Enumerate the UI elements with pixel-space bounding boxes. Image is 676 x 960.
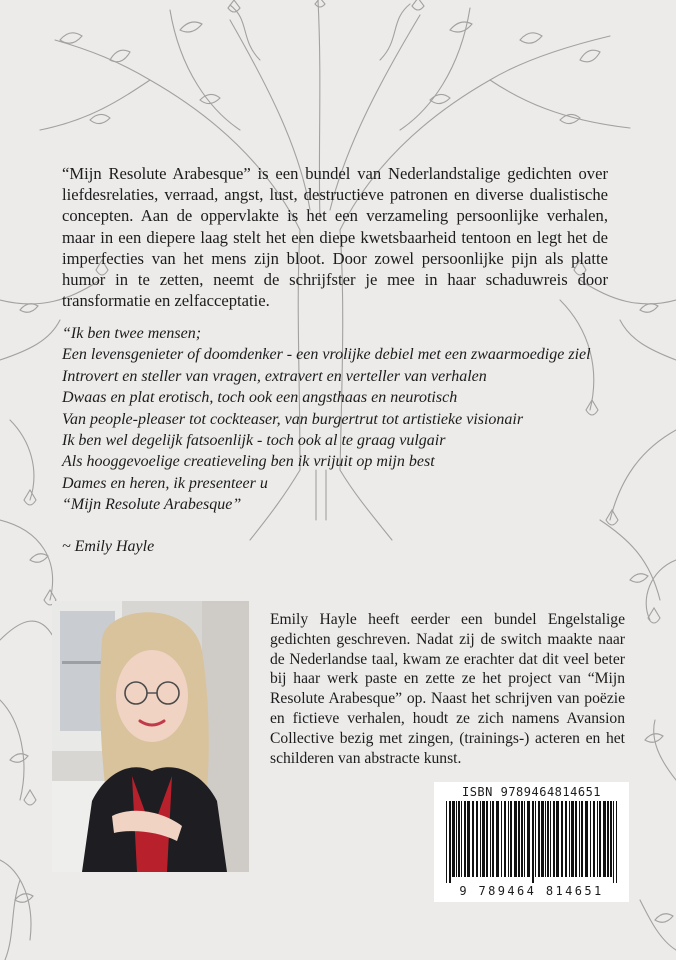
author-photo — [52, 601, 249, 872]
barcode-bar — [472, 801, 474, 877]
barcode-bar — [518, 801, 520, 877]
barcode-bar — [561, 801, 563, 877]
isbn-barcode — [434, 782, 629, 902]
barcode-bar — [514, 801, 517, 877]
barcode-bar — [550, 801, 551, 877]
barcode-bar — [597, 801, 598, 877]
barcode-bar — [452, 801, 455, 877]
barcode-bar — [510, 801, 512, 877]
barcode-bar — [490, 801, 491, 877]
barcode-bar — [458, 801, 460, 877]
barcode-bar — [476, 801, 478, 877]
barcode-bar — [590, 801, 591, 877]
barcode-bar — [581, 801, 583, 877]
barcode-bar — [501, 801, 502, 877]
barcode-bar — [541, 801, 544, 877]
barcode-bar — [569, 801, 570, 877]
barcode-bar — [599, 801, 601, 877]
barcode-bar — [613, 801, 614, 883]
barcode-bar — [553, 801, 555, 877]
barcode-bar — [593, 801, 595, 877]
barcode-bar — [607, 801, 609, 877]
barcode-bar — [545, 801, 546, 877]
barcode-bar — [610, 801, 612, 877]
poem-line: Als hooggevoelige creatieveling ben ik vrijuit op mijn best — [62, 453, 435, 471]
barcode-bar — [603, 801, 606, 877]
barcode-bar — [464, 801, 466, 877]
poem-line: “Ik ben twee mensen; — [62, 325, 202, 342]
barcode-bar — [449, 801, 451, 883]
barcode-bar — [492, 801, 494, 877]
poem-line: Van people-pleaser tot cockteaser, van burgertrut tot artistieke visionair — [62, 410, 524, 428]
isbn-digits: 9 789464 814651 — [459, 884, 604, 898]
author-bio: Emily Hayle heeft eerder een bundel Engelstalige gedichten geschreven. Nadat zij de switch maakte naar de Nederlandse taal, kwam ze erachter dat dit veel beter bij haar werk paste en zette ze het project van “Mijn Resolute Arabesque” op. Naast het schrijven van poëzie en fictieve verhalen, houdt ze zich namens Avansion Collective bezig met zingen, (trainings-) acteren en het schilderen van abstracte kunst. — [270, 611, 625, 767]
barcode-bar — [461, 801, 462, 877]
barcode-bar — [524, 801, 525, 877]
barcode-bar — [565, 801, 567, 877]
barcode-bar — [579, 801, 580, 877]
barcode-bar — [571, 801, 574, 877]
barcode-bar — [446, 801, 447, 883]
poem-line: “Mijn Resolute Arabesque” — [62, 496, 242, 514]
poem-line: Een levensgenieter of doomdenker - een vrolijke debiel met een zwaarmoedige ziel — [62, 346, 591, 364]
poem-signature: ~ Emily Hayle — [62, 538, 155, 555]
poem-line: Introvert en steller van vragen, extravert en verteller van verhalen — [62, 367, 487, 385]
poem-line: Ik ben wel degelijk fatsoenlijk - toch ook al te graag vulgair — [62, 432, 446, 450]
barcode-bar — [585, 801, 588, 877]
barcode-bar — [521, 801, 523, 877]
barcode-bar — [480, 801, 481, 877]
barcode-bars — [446, 801, 617, 883]
isbn-label: ISBN 9789464814651 — [461, 785, 602, 799]
barcode-bar — [575, 801, 577, 877]
barcode-bar — [508, 801, 509, 877]
barcode-bar — [496, 801, 499, 877]
barcode-bar — [532, 801, 534, 883]
barcode-bar — [456, 801, 457, 877]
poem-line: Dames en heren, ik presenteer u — [62, 474, 268, 492]
poem-excerpt — [62, 323, 622, 516]
barcode-bar — [504, 801, 506, 877]
barcode-bar — [535, 801, 536, 877]
barcode-bar — [616, 801, 617, 883]
barcode-bar — [482, 801, 485, 877]
back-cover-blurb: “Mijn Resolute Arabesque” is een bundel van Nederlandstalige gedichten over liefdesrelaties, verraad, angst, lust, destructieve patronen en diverse dualistische concepten. Aan de oppervlakte is het een verzameling persoonlijke verhalen, maar in een diepere laag stelt het een diepe kwetsbaarheid tentoon en legt het de imperfecties van het mens zijn bloot. Door zowel persoonlijke pijn als platte humor in te zetten, neemt de schrijfster je mee in haar schaduwreis door transformatie en zelfacceptatie. — [62, 164, 608, 311]
poem-line: Dwaas en plat erotisch, toch ook een angsthaas en neurotisch — [62, 389, 458, 407]
barcode-bar — [547, 801, 549, 877]
barcode-bar — [538, 801, 540, 877]
barcode-bar — [486, 801, 488, 877]
barcode-bar — [556, 801, 559, 877]
barcode-bar — [527, 801, 530, 877]
barcode-bar — [467, 801, 470, 877]
